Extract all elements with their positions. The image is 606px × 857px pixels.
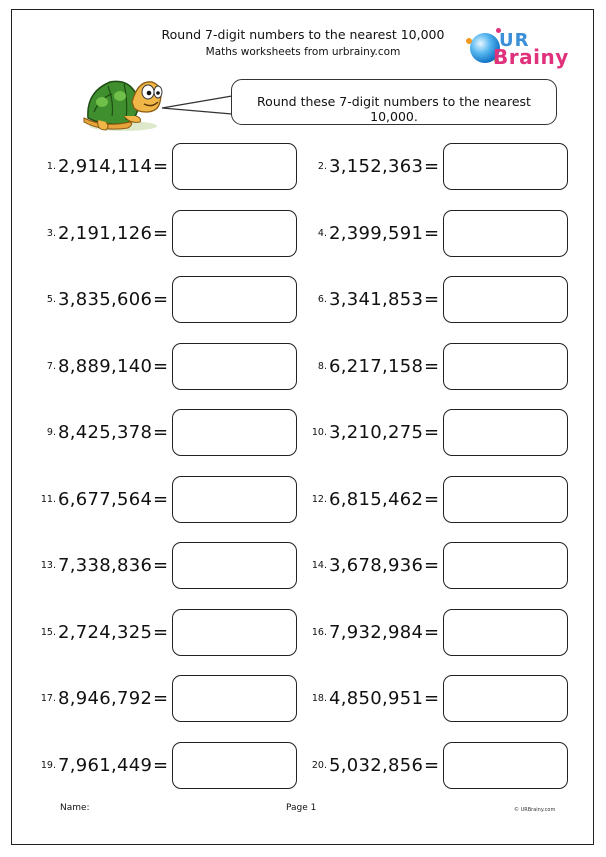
equals-sign: = [153,222,169,244]
question-number: 11. [40,493,56,505]
equals-sign: = [153,422,169,443]
equals-sign: = [424,754,440,776]
equals-sign: = [153,488,169,510]
equals-sign: = [153,289,169,310]
page-number: Page 1 [286,803,317,813]
question-value: 8,946,792 [58,688,153,709]
question-number: 8. [317,360,327,372]
question-number: 6. [317,294,327,305]
question-value: 7,961,449 [58,754,153,776]
question-number: 16. [311,626,327,638]
answer-box[interactable] [172,476,297,523]
answer-box[interactable] [443,210,568,257]
question-value: 3,835,606 [58,289,153,310]
logo-dot-icon [466,38,472,44]
answer-box[interactable] [172,609,297,656]
question-value: 3,210,275 [329,422,424,443]
question-number: 19. [40,759,56,771]
question-number: 1. [46,161,56,172]
copyright-text: © URBrainy.com [514,807,556,813]
question-value: 5,032,856 [329,754,424,776]
logo-text-brainy: Brainy [493,45,569,69]
equals-sign: = [424,688,440,709]
question-value: 8,889,140 [58,355,153,377]
question-value: 7,932,984 [329,621,424,643]
equals-sign: = [424,555,440,576]
equals-sign: = [424,422,440,443]
speech-bubble-tail [160,94,236,118]
answer-box[interactable] [172,343,297,390]
question-value: 4,850,951 [329,688,424,709]
instruction-bubble [231,79,557,125]
question-number: 17. [40,693,56,704]
worksheet-subtitle: Maths worksheets from urbrainy.com [205,46,401,58]
question-number: 2. [317,161,327,172]
answer-box[interactable] [443,276,568,323]
question-number: 10. [311,427,327,438]
equals-sign: = [153,156,169,177]
question-value: 2,399,591 [329,222,424,244]
answer-box[interactable] [443,343,568,390]
answer-box[interactable] [443,476,568,523]
logo-text-ur: UR [499,30,530,51]
instruction-text: Round these 7-digit numbers to the nearest 10,000. [257,94,531,124]
answer-box[interactable] [172,210,297,257]
question-value: 3,341,853 [329,289,424,310]
answer-box[interactable] [172,276,297,323]
question-value: 2,724,325 [58,621,153,643]
equals-sign: = [424,355,440,377]
question-number: 13. [40,560,56,571]
question-number: 12. [311,493,327,505]
answer-box[interactable] [443,409,568,456]
worksheet-title: Round 7-digit numbers to the nearest 10,000 [161,27,445,42]
question-value: 3,678,936 [329,555,424,576]
question-value: 3,152,363 [329,156,424,177]
equals-sign: = [424,621,440,643]
turtle-icon [78,72,168,134]
question-value: 6,815,462 [329,488,424,510]
answer-box[interactable] [172,742,297,789]
equals-sign: = [153,688,169,709]
urbrainy-logo [470,30,569,75]
question-number: 9. [46,427,56,438]
question-number: 15. [40,626,56,638]
question-value: 2,914,114 [58,156,153,177]
equals-sign: = [153,355,169,377]
question-number: 7. [46,360,56,372]
question-number: 4. [317,227,327,239]
answer-box[interactable] [443,742,568,789]
equals-sign: = [153,555,169,576]
answer-box[interactable] [443,143,568,190]
question-number: 5. [46,294,56,305]
question-value: 6,677,564 [58,488,153,510]
answer-box[interactable] [172,675,297,722]
answer-box[interactable] [172,143,297,190]
question-value: 7,338,836 [58,555,153,576]
equals-sign: = [424,156,440,177]
question-number: 18. [311,693,327,704]
question-number: 20. [311,759,327,771]
question-number: 14. [311,560,327,571]
equals-sign: = [153,621,169,643]
question-value: 8,425,378 [58,422,153,443]
answer-box[interactable] [443,609,568,656]
equals-sign: = [424,222,440,244]
equals-sign: = [424,488,440,510]
answer-box[interactable] [172,409,297,456]
answer-box[interactable] [443,675,568,722]
answer-box[interactable] [443,542,568,589]
equals-sign: = [153,754,169,776]
name-label: Name: [60,803,90,813]
question-number: 3. [46,227,56,239]
answer-box[interactable] [172,542,297,589]
question-value: 2,191,126 [58,222,153,244]
question-value: 6,217,158 [329,355,424,377]
equals-sign: = [424,289,440,310]
